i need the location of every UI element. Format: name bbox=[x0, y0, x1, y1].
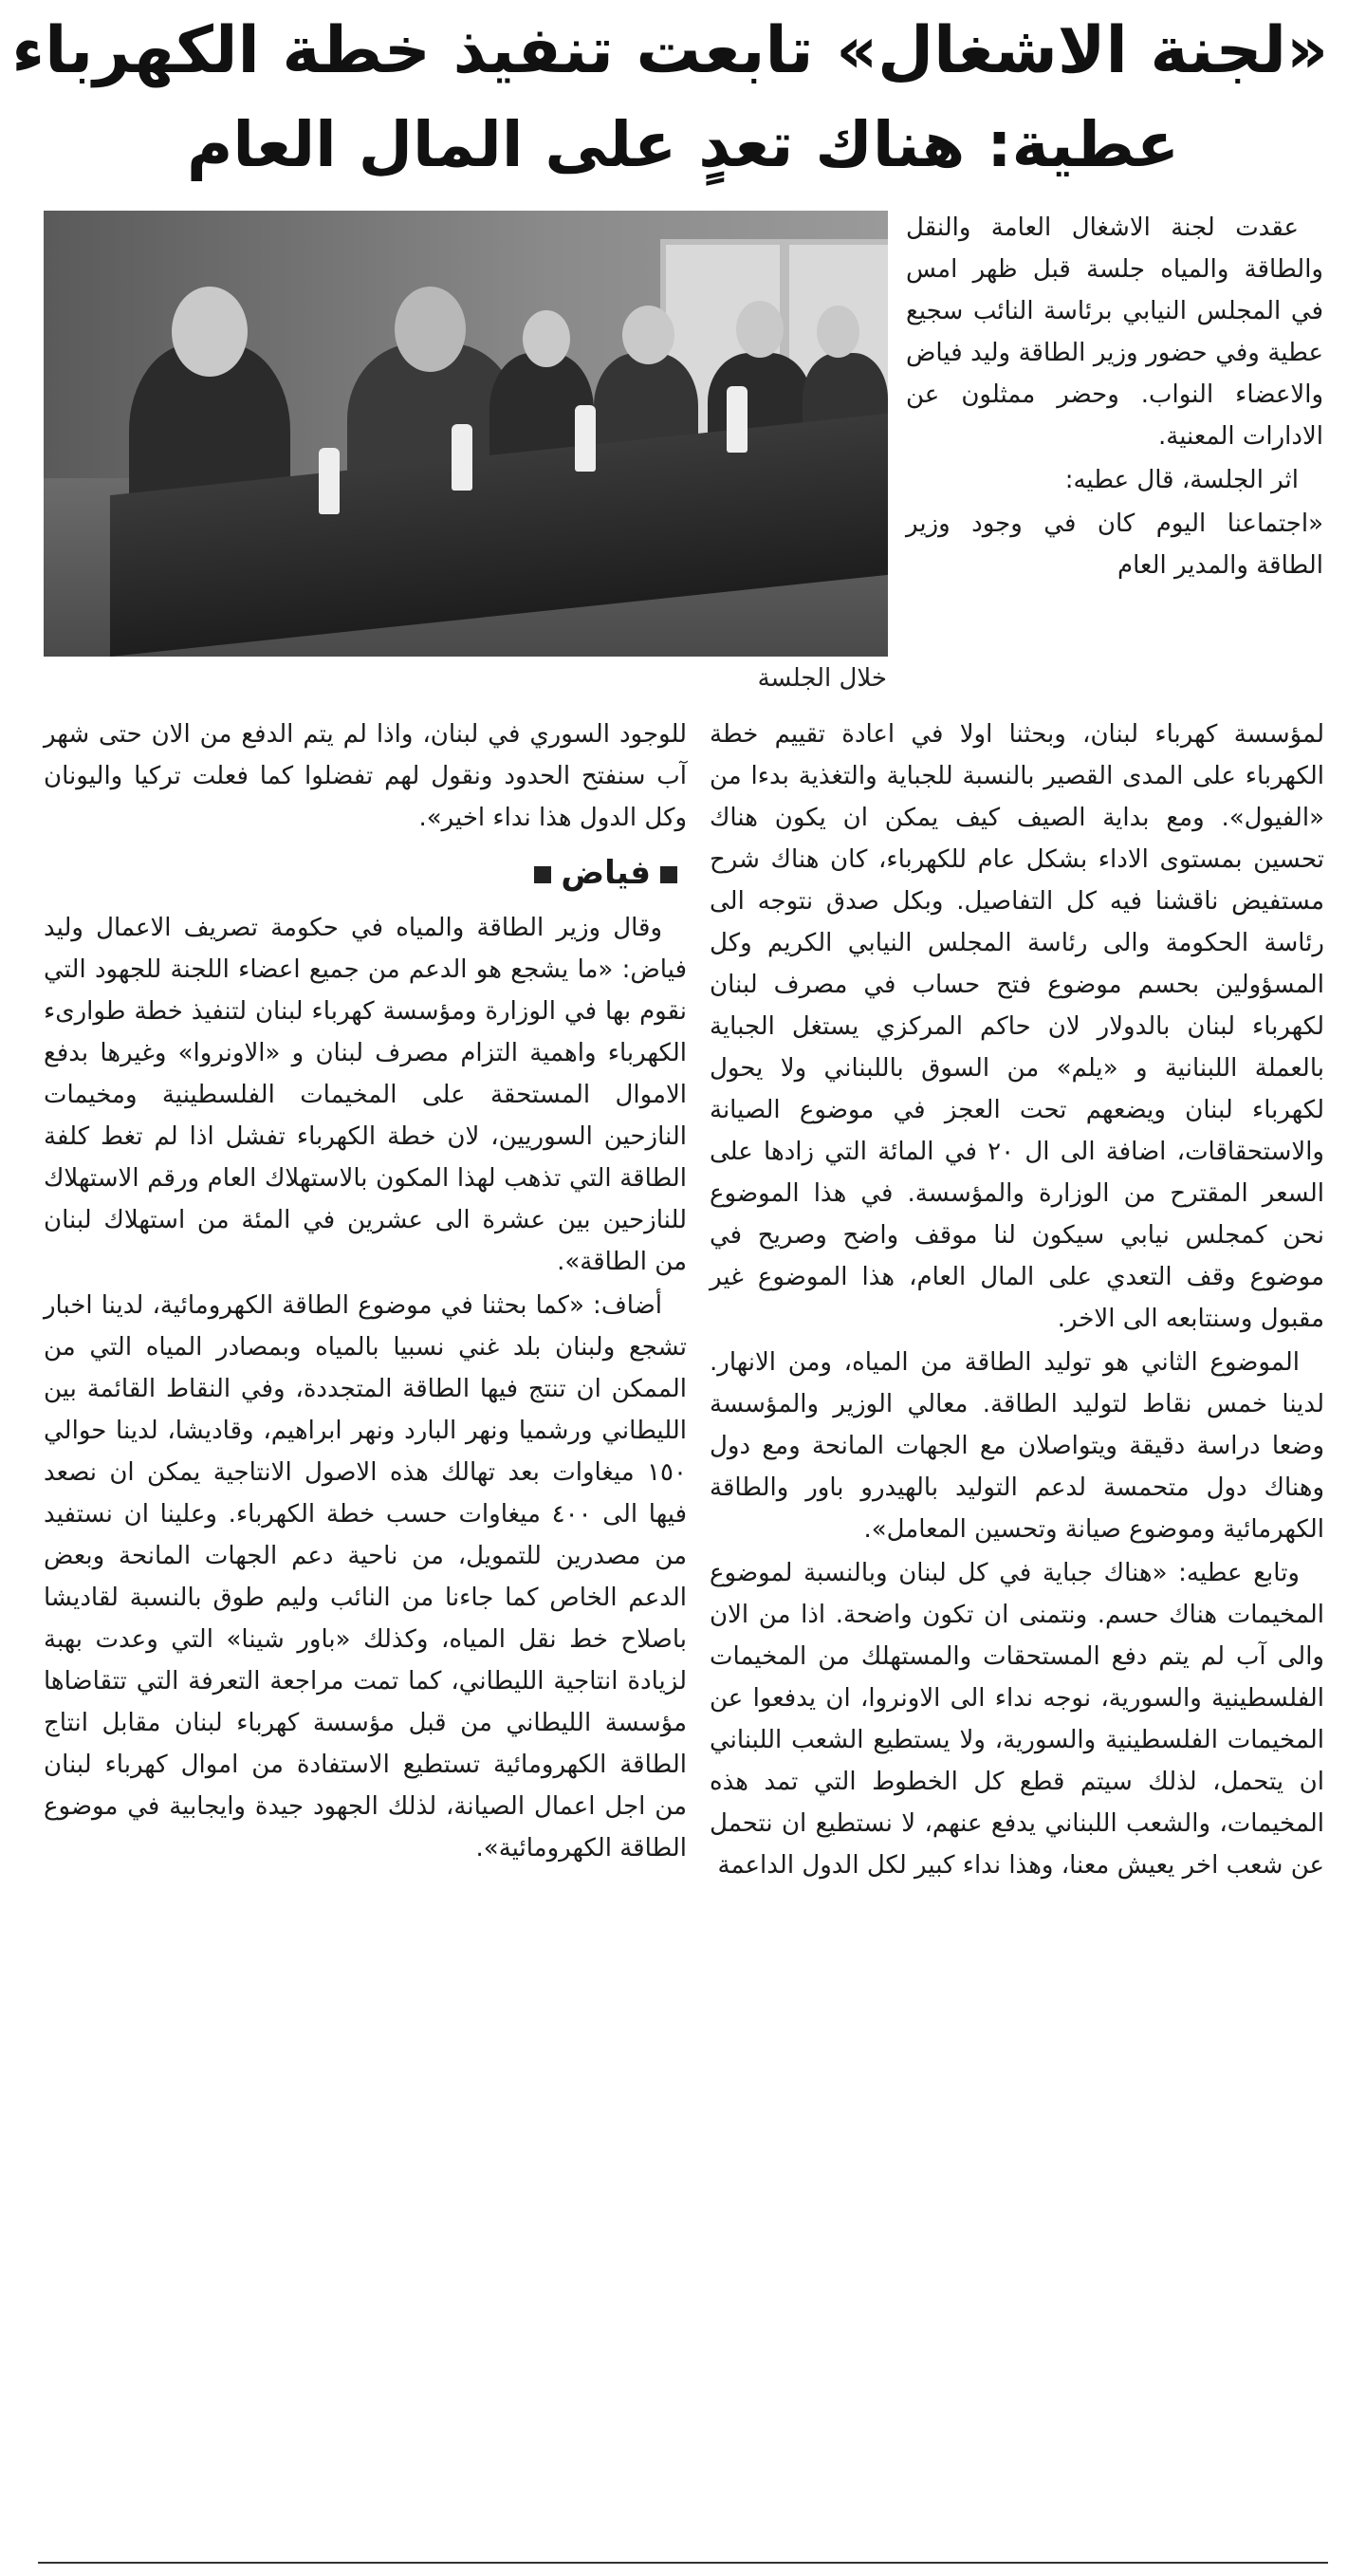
photo-head bbox=[395, 287, 466, 372]
photo-bottle bbox=[575, 405, 596, 472]
article-intro: عقدت لجنة الاشغال العامة والنقل والطاقة والمياه جلسة قبل ظهر امس في المجلس النيابي برئاسة النائب سجيع عطية وفي حضور وزير الطاقة وليد فياض والاعضاء النواب. وحضر ممثلون عن الادارات المعنية. bbox=[906, 213, 1323, 451]
photo-bottle bbox=[319, 448, 340, 514]
article-paragraph: وتابع عطيه: «هناك جباية في كل لبنان وبالنسبة لموضوع المخيمات هناك حسم. ونتمنى ان تكون واضحة. اذا من الان والى آب لم يتم دفع المستحقات والمستهلك من المخيمات الفلسطينية والسورية، نوجه نداء الى الاونروا، ان يدفعوا عن المخيمات الفلسطينية والسورية، ولا يستطيع الشعب اللبناني ان يتحمل، لذلك سيتم قطع كل الخطوط التي تمد هذه المخيمات، والشعب اللبناني يدفع عنهم، لا نستطيع ان نتحمل عن شعب اخر يعيش معنا، وهذا نداء كبير لكل الدول الداعمة bbox=[710, 1559, 1324, 1880]
section-subhead bbox=[44, 852, 687, 894]
square-bullet-icon bbox=[660, 866, 677, 883]
article-column-top-right bbox=[906, 207, 1323, 588]
headline-line-2: عطية: هناك تعدٍ على المال العام bbox=[186, 108, 1180, 181]
headline-line-1: «لجنة الاشغال» تابعت تنفيذ خطة الكهرباء bbox=[11, 13, 1328, 88]
article-paragraph: وقال وزير الطاقة والمياه في حكومة تصريف الاعمال وليد فياض: «ما يشجع هو الدعم من جميع اعضاء اللجنة للجهود التي نقوم بها في الوزارة ومؤسسة كهرباء لبنان لتنفيذ خطة طوارىء الكهرباء واهمية التزام مصرف لبنان و «الاونروا» وغيرها بدفع الاموال المستحقة على المخيمات الفلسطينية ومخيمات النازحين السوريين، لان خطة الكهرباء تفشل اذا لم تغط كلفة الطاقة التي تذهب لهذا المكون بالاستهلاك العام ورقم الاستهلاك للنازحين بين عشرة الى عشرين في المئة من استهلاك لبنان من الطاقة». bbox=[44, 914, 687, 1276]
photo-head bbox=[523, 310, 570, 367]
article-paragraph: الموضوع الثاني هو توليد الطاقة من المياه، ومن الانهار. لدينا خمس نقاط لتوليد الطاقة. معالي الوزير والمؤسسة وضعا دراسة دقيقة ويتواصلان مع الجهات المانحة ومع دول وهناك دول متحمسة لدعم التوليد بالهيدرو باور والطاقة الكهرمائية وموضوع صيانة وتحسين المعامل». bbox=[710, 1348, 1324, 1544]
article-column-right bbox=[710, 713, 1324, 1888]
photo-bottle bbox=[727, 386, 748, 453]
article-paragraph: اثر الجلسة، قال عطيه: bbox=[1064, 466, 1299, 494]
article-column-left bbox=[44, 713, 687, 1871]
article-paragraph: للوجود السوري في لبنان، واذا لم يتم الدفع من الان حتى شهر آب سنفتح الحدود ونقول لهم تفضلوا كما فعلت تركيا واليونان وكل الدول هذا نداء اخير». bbox=[44, 720, 687, 832]
bottom-rule bbox=[38, 2562, 1328, 2564]
article-paragraph: لمؤسسة كهرباء لبنان، وبحثنا اولا في اعادة تقييم خطة الكهرباء على المدى القصير بالنسبة للجباية والتغذية بدءا من «الفيول». ومع بداية الصيف كيف يمكن ان يكون هناك تحسين بمستوى الاداء بشكل عام للكهرباء، كان هناك شرح مستفيض ناقشنا فيه كل التفاصيل. وبكل صدق نتوجه الى رئاسة الحكومة والى رئاسة المجلس النيابي الكريم وكل المسؤولين بحسم موضوع فتح حساب في مصرف لبنان لكهرباء لبنان بالدولار لان حاكم المركزي يستغل الجباية بالعملة اللبنانية و «يلم» من السوق باللبناني ولا يحول لكهرباء لبنان ويضعهم تحت العجز في موضوع الصيانة والاستحقاقات، اضافة الى ال ٢٠ في المائة التي زادها على السعر المقترح من الوزارة والمؤسسة. في هذا الموضوع نحن كمجلس نيابي سيكون لنا موقف واضح وصريح في موضوع وقف التعدي على المال العام، هذا الموضوع غير مقبول وسنتابعه الى الاخر. bbox=[710, 720, 1324, 1333]
square-bullet-icon bbox=[534, 866, 551, 883]
meeting-photo bbox=[44, 211, 888, 657]
photo-head bbox=[622, 306, 674, 364]
article-paragraph: أضاف: «كما بحثنا في موضوع الطاقة الكهرومائية، لدينا اخبار تشجع ولبنان بلد غني نسبيا بالمياه وبمصادر المياه التي من الممكن ان تنتج فيها الطاقة المتجددة، وفي النقاط القائمة بين الليطاني ورشميا ونهر البارد ونهر ابراهيم، وقاديشا، لدينا حوالي ١٥٠ ميغاوات بعد تهالك هذه الاصول الانتاجية يمكن ان نصعد فيها الى ٤٠٠ ميغاوات حسب خطة الكهرباء. وعلينا ان نستفيد من مصدرين للتمويل، من ناحية دعم الجهات المانحة وبعض الدعم الخاص كما جاءنا من النائب وليم طوق بالنسبة لقاديشا باصلاح خط نقل المياه، وكذلك «باور شينا» التي وعدت بهبة لزيادة انتاجية الليطاني، كما تمت مراجعة التعرفة التي تتقاضاها مؤسسة الليطاني من قبل مؤسسة كهرباء لبنان مقابل انتاج الطاقة الكهرومائية تستطيع الاستفادة من اموال كهرباء لبنان من اجل اعمال الصيانة، لذلك الجهود جيدة وايجابية في موضوع الطاقة الكهرومائية». bbox=[44, 1291, 687, 1863]
photo-head bbox=[817, 306, 859, 358]
article-paragraph: «اجتماعنا اليوم كان في وجود وزير الطاقة والمدير العام bbox=[906, 510, 1323, 580]
photo-caption: خلال الجلسة bbox=[757, 664, 887, 693]
photo-head bbox=[736, 301, 784, 358]
subhead-text: فياض bbox=[561, 854, 651, 892]
photo-head bbox=[172, 287, 248, 377]
photo-bottle bbox=[452, 424, 472, 491]
